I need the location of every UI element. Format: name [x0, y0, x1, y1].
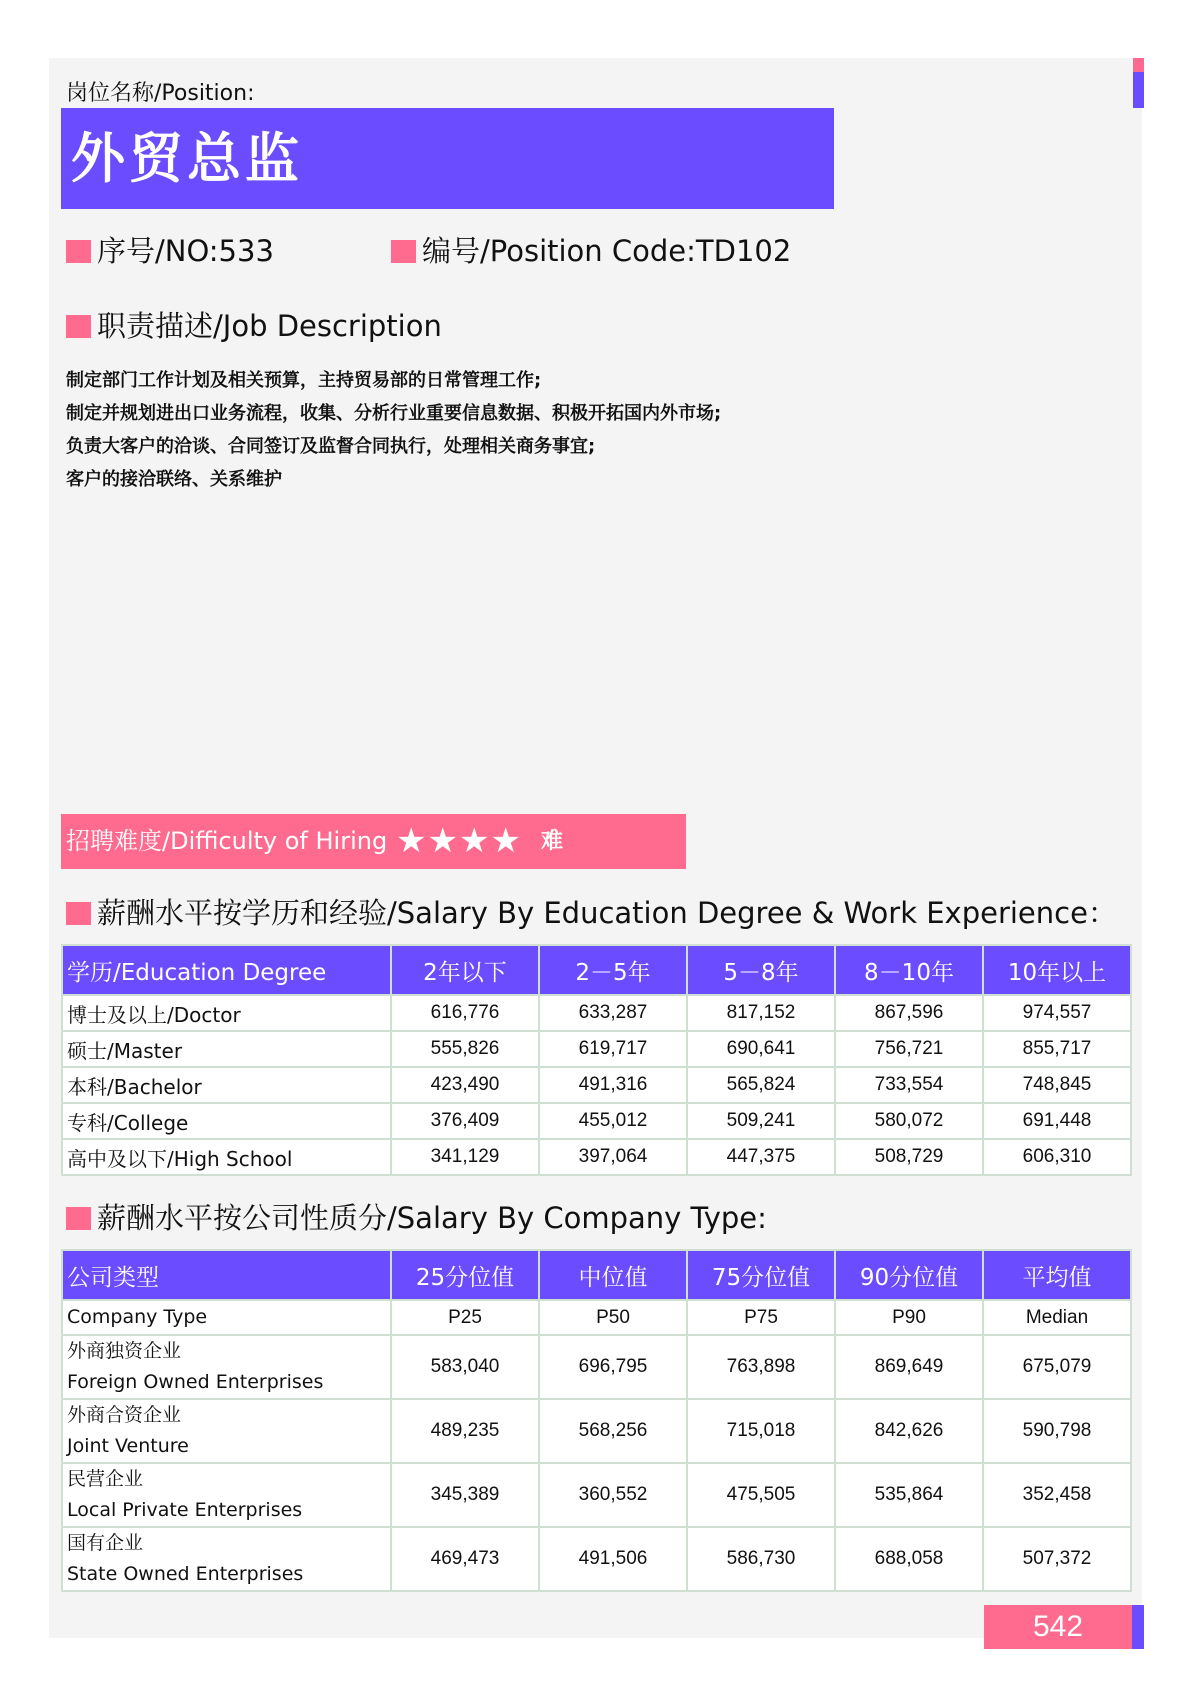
code-heading: [391, 229, 791, 270]
table-header-row: [62, 1250, 1131, 1300]
row-label: 硕士/Master: [62, 1031, 391, 1067]
table-cell: 535,864: [835, 1463, 983, 1527]
table-cell: 491,316: [539, 1067, 687, 1103]
page-number: 542: [984, 1605, 1132, 1649]
table-subheader-row: [62, 1300, 1131, 1335]
table-cell: 696,795: [539, 1335, 687, 1399]
table-cell: 763,898: [687, 1335, 835, 1399]
row-label: [62, 1463, 391, 1527]
table-header-row: [62, 945, 1131, 995]
company-type-cn: 国有企业: [67, 1532, 144, 1554]
salary-edu-heading: [66, 891, 1117, 932]
column-header: 10年以上: [983, 945, 1131, 995]
table-cell: 360,552: [539, 1463, 687, 1527]
pink-square-icon: [66, 902, 91, 925]
column-header: 公司类型: [62, 1250, 391, 1300]
table-cell: 748,845: [983, 1067, 1131, 1103]
table-row: [62, 1527, 1131, 1591]
salary-edu-heading-text: 薪酬水平按学历和经验/Salary By Education Degree & Work Experience：: [97, 896, 1117, 930]
table-cell: 675,079: [983, 1335, 1131, 1399]
row-label: [62, 1527, 391, 1591]
corner-accent-purple: [1133, 72, 1144, 108]
table-cell: 590,798: [983, 1399, 1131, 1463]
row-label: [62, 1399, 391, 1463]
table-row: [62, 995, 1131, 1031]
star-rating-icon: ★★★★: [396, 821, 522, 861]
table-row: [62, 1335, 1131, 1399]
company-type-en: Foreign Owned Enterprises: [67, 1371, 324, 1393]
column-header: 2－5年: [539, 945, 687, 995]
table-cell: 455,012: [539, 1103, 687, 1139]
subheader-cell: P90: [835, 1300, 983, 1335]
column-header: 25分位值: [391, 1250, 539, 1300]
table-row: [62, 1399, 1131, 1463]
company-type-en: Local Private Enterprises: [67, 1499, 303, 1521]
table-cell: 555,826: [391, 1031, 539, 1067]
subheader-cell: Company Type: [62, 1300, 391, 1335]
row-label: 本科/Bachelor: [62, 1067, 391, 1103]
table-cell: 842,626: [835, 1399, 983, 1463]
table-cell: 867,596: [835, 995, 983, 1031]
page-number-accent: [1132, 1605, 1144, 1649]
pink-square-icon: [66, 240, 91, 263]
company-type-en: State Owned Enterprises: [67, 1563, 304, 1585]
column-header: 90分位值: [835, 1250, 983, 1300]
table-row: [62, 1103, 1131, 1139]
table-cell: 586,730: [687, 1527, 835, 1591]
company-type-en: Joint Venture: [67, 1435, 189, 1457]
table-cell: 352,458: [983, 1463, 1131, 1527]
column-header: 75分位值: [687, 1250, 835, 1300]
column-header: 学历/Education Degree: [62, 945, 391, 995]
description-line: 制定部门工作计划及相关预算，主持贸易部的日常管理工作;: [66, 370, 542, 391]
company-type-cn: 外商独资企业: [67, 1340, 182, 1362]
job-description-heading-text: 职责描述/Job Description: [97, 309, 442, 343]
number-text: 序号/NO:533: [97, 234, 274, 268]
row-label: 高中及以下/High School: [62, 1139, 391, 1175]
table-cell: 423,490: [391, 1067, 539, 1103]
table-cell: 691,448: [983, 1103, 1131, 1139]
table-cell: 341,129: [391, 1139, 539, 1175]
table-cell: 345,389: [391, 1463, 539, 1527]
page-title: 外贸总监: [71, 127, 303, 190]
table-cell: 509,241: [687, 1103, 835, 1139]
subheader-cell: P75: [687, 1300, 835, 1335]
title-banner: [61, 108, 834, 209]
salary-company-table: [61, 1249, 1132, 1592]
company-type-cn: 外商合资企业: [67, 1404, 182, 1426]
table-cell: 633,287: [539, 995, 687, 1031]
position-label: 岗位名称/Position:: [66, 81, 255, 106]
code-text: 编号/Position Code:TD102: [422, 234, 792, 268]
subheader-cell: Median: [983, 1300, 1131, 1335]
job-description-heading: [66, 304, 442, 345]
table-cell: 583,040: [391, 1335, 539, 1399]
table-cell: 580,072: [835, 1103, 983, 1139]
description-line: 制定并规划进出口业务流程，收集、分析行业重要信息数据、积极开拓国内外市场;: [66, 403, 722, 424]
table-cell: 507,372: [983, 1527, 1131, 1591]
column-header: 中位值: [539, 1250, 687, 1300]
table-cell: 690,641: [687, 1031, 835, 1067]
table-cell: 491,506: [539, 1527, 687, 1591]
corner-accent-pink: [1133, 58, 1144, 72]
table-cell: 606,310: [983, 1139, 1131, 1175]
difficulty-level: 难: [541, 829, 564, 854]
description-line: 负责大客户的洽谈、合同签订及监督合同执行，处理相关商务事宜;: [66, 436, 596, 457]
table-cell: 733,554: [835, 1067, 983, 1103]
table-row: [62, 1031, 1131, 1067]
table-cell: 508,729: [835, 1139, 983, 1175]
number-heading: [66, 229, 274, 270]
pink-square-icon: [66, 1207, 91, 1230]
table-cell: 855,717: [983, 1031, 1131, 1067]
table-row: [62, 1139, 1131, 1175]
salary-company-heading: [66, 1196, 767, 1237]
table-cell: 715,018: [687, 1399, 835, 1463]
description-line: 客户的接洽联络、关系维护: [66, 469, 282, 490]
table-row: [62, 1463, 1131, 1527]
difficulty-bar: [61, 814, 686, 869]
table-cell: 756,721: [835, 1031, 983, 1067]
job-description: [66, 364, 721, 496]
row-label: 专科/College: [62, 1103, 391, 1139]
subheader-cell: P25: [391, 1300, 539, 1335]
table-cell: 869,649: [835, 1335, 983, 1399]
column-header: 2年以下: [391, 945, 539, 995]
table-cell: 447,375: [687, 1139, 835, 1175]
table-cell: 376,409: [391, 1103, 539, 1139]
table-row: [62, 1067, 1131, 1103]
salary-company-heading-text: 薪酬水平按公司性质分/Salary By Company Type:: [97, 1201, 767, 1235]
pink-square-icon: [66, 315, 91, 338]
row-label: 博士及以上/Doctor: [62, 995, 391, 1031]
table-cell: 565,824: [687, 1067, 835, 1103]
column-header: 平均值: [983, 1250, 1131, 1300]
table-cell: 619,717: [539, 1031, 687, 1067]
column-header: 8－10年: [835, 945, 983, 995]
table-cell: 817,152: [687, 995, 835, 1031]
row-label: [62, 1335, 391, 1399]
table-cell: 616,776: [391, 995, 539, 1031]
salary-education-table: [61, 944, 1132, 1176]
company-type-cn: 民营企业: [67, 1468, 144, 1490]
pink-square-icon: [391, 240, 416, 263]
table-cell: 974,557: [983, 995, 1131, 1031]
column-header: 5－8年: [687, 945, 835, 995]
table-cell: 489,235: [391, 1399, 539, 1463]
table-cell: 688,058: [835, 1527, 983, 1591]
subheader-cell: P50: [539, 1300, 687, 1335]
table-cell: 469,473: [391, 1527, 539, 1591]
table-cell: 397,064: [539, 1139, 687, 1175]
table-cell: 475,505: [687, 1463, 835, 1527]
table-cell: 568,256: [539, 1399, 687, 1463]
difficulty-label: 招聘难度/Difficulty of Hiring: [66, 827, 388, 855]
